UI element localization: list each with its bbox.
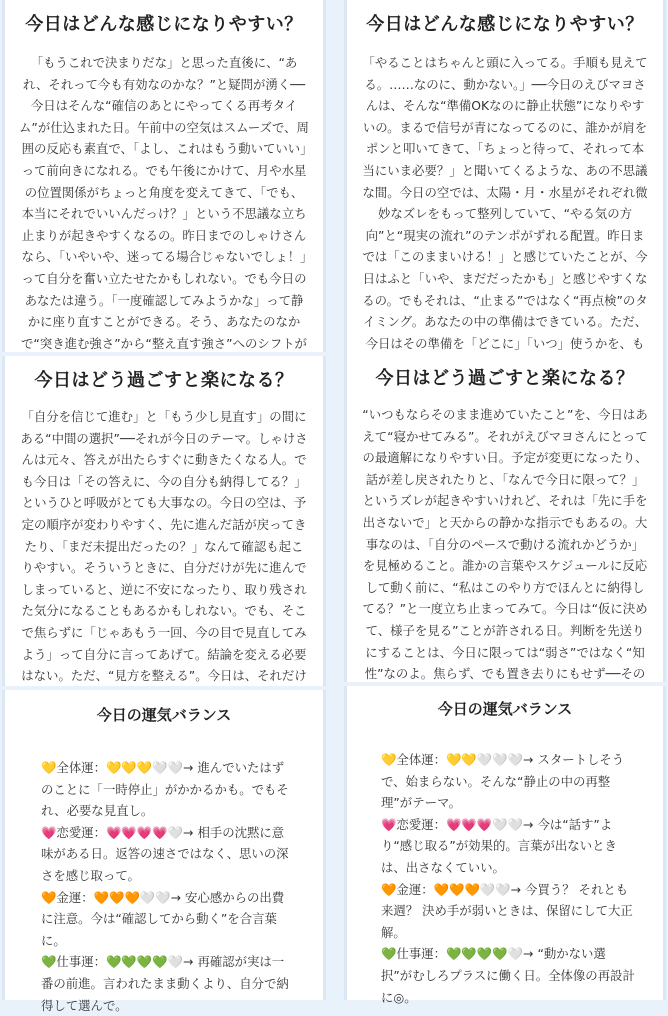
- luck-overall: 💛全体運：💛💛🤍🤍🤍→ スタートしそうで、始まらない。そんな“静止の中の再整理”がテーマ。: [381, 752, 625, 811]
- card-top-right: [344, 0, 666, 352]
- card-top-left: [2, 0, 326, 352]
- luck-love: 💗恋愛運：💗💗💗🤍🤍→ 今は“話す”より“感じ取る”が効果的。言葉が出ないときは、出さなくていい。: [381, 816, 617, 875]
- luck-work: 💚仕事運：💚💚💚💚🤍→ “動かない選択”がむしろプラスに働く日。全体像の再設計に◎。: [381, 946, 635, 1005]
- luck-work: 💚仕事運：💚💚💚💚🤍→ 再確認が実は一番の前進。言われたまま動くより、自分で納得して選んで。: [41, 954, 289, 1013]
- luck-money: 🧡金運：🧡🧡🧡🤍🤍→ 今買う？ それとも来週？ 決め手が弱いときは、保留にして大正解。: [381, 881, 633, 940]
- luck-love: 💗恋愛運：💗💗💗💗🤍→ 相手の沈黙に意味がある日。返答の速さではなく、思いの深さを感じ取って。: [41, 824, 289, 883]
- card-middle-left: [2, 356, 326, 686]
- luck-list: [41, 757, 295, 1016]
- card-title: 今日はどう過ごすと楽になる？: [375, 368, 635, 389]
- luck-overall: 💛全体運：💛💛💛🤍🤍→ 進んでいたはずのことに「一時停止」がかかるかも。でもそれ、必要な見直し。: [41, 760, 289, 819]
- luck-money: 🧡金運：🧡🧡🧡🤍🤍→ 安心感からの出費に注意。今は“確認してから動く”を合言葉に。: [41, 889, 285, 948]
- card-body: “いつもならそのまま進めていたこと”を、今日はあえて“寝かせてみる”。それがえびマヨさんにとっての最適解になりやすい日。予定が変更になったり、話が差し戻されたりと、「なんで今日に限って？」というズレが起きやすいけれど、それは「先に手を出さないで」と天からの静かな指示でもあるの。大事なのは、「自分のペースで動ける流れかどうか」を見極めること。誰かの言葉やスケジュールに反応して動く前に、“私はこのやり方でほんとに納得してる？”と一度立ち止まってみて。今日は“仮に決めて、様子を見る”ことが許される日。判断を先送りにすることは、今日に限っては“弱さ”ではなく“知性”なのよ。焦らず、でも置き去りにもせず──その: [362, 407, 648, 682]
- card-title: 今日はどんな感じになりやすい？: [366, 14, 644, 35]
- card-title: 今日はどう過ごすと楽になる？: [34, 370, 294, 391]
- card-body: 「自分を信じて進む」と「もう少し見直す」の間にある“中間の選択”──それが今日のテーマ。しゃけさんは元々、答えが出たらすぐに動きたくなる人。でも今日は「その答えに、今の自分も納得してる？」というひと呼吸がとても大事なの。今日の空は、予定の順序が変わりやすく、先に進んだ話が戻ってきたり、「まだ未提出だったの？」なんて確認も起こりやすい。そういうときに、自分だけが先に進んでしまっていると、逆に不安になったり、取り残された気分になることもあるかもしれない。でも、そこで焦らずに「じゃあもう一回、今の目で見直してみよう」って自分に言ってあげて。結論を変える必要はない。ただ、“見方を整える”。今日は、それだけ: [20, 409, 308, 684]
- card-body: 「もうこれで決まりだな」と思った直後に、“あれ、それって今も有効なのかな？”と疑問が湧く──今日はそんな“確信のあとにやってくる再考タイム”が仕込まれた日。午前中の空気はスムーズで、周囲の反応も素直で、「よし、これはもう動いていい」って前向きになれる。でも午後にかけて、月や水星の位置関係がちょっと角度を変えてきて、「でも、本当にそれでいいんだっけ？」という不思議な立ち止まりが起きやすくなるの。昨日までのしゃけさんなら、「いやいや、迷ってる場合じゃないでしょ！」って自分を奮い立たせたかもしれない。でも今日のあなたは違う。「一度確認してみようかな」って静かに座り直すことができる。そう、あなたのなかで“突き進む強さ”から“整え直す強さ”へのシフトが: [19, 55, 309, 351]
- card-title: 今日の運気バランス: [96, 706, 232, 724]
- luck-list: [381, 749, 635, 1008]
- card-bottom-left: [2, 690, 326, 1013]
- card-title: 今日はどんな感じになりやすい？: [25, 14, 303, 35]
- card-middle-right: [344, 352, 666, 682]
- card-body: 「やることはちゃんと頭に入ってる。手順も見えてる。……なのに、動かない。」──今日のえびマヨさんは、そんな“準備OKなのに静止状態”になりやすいの。まるで信号が青になってるのに、誰かが肩をポンと叩いてきて、「ちょっと待って、それって本当にいま必要？」と聞いてくるような、あの不思議な間。今日の空では、太陽・月・水星がそれぞれ微妙なズレをもって整列していて、“やる気の方向”と“現実の流れ”のテンポがずれる配置。昨日までは「このままいける！」と感じていたことが、今日はふと「いや、まだだったかも」と感じやすくなるの。でもそれは、“止まる”ではなく“再点検”のタイミング。あなたの中の準備はできている。ただ、今日はその準備を「どこに」「いつ」使うかを、も: [362, 55, 648, 351]
- card-title: 今日の運気バランス: [437, 700, 573, 718]
- card-bottom-right: [344, 686, 666, 1005]
